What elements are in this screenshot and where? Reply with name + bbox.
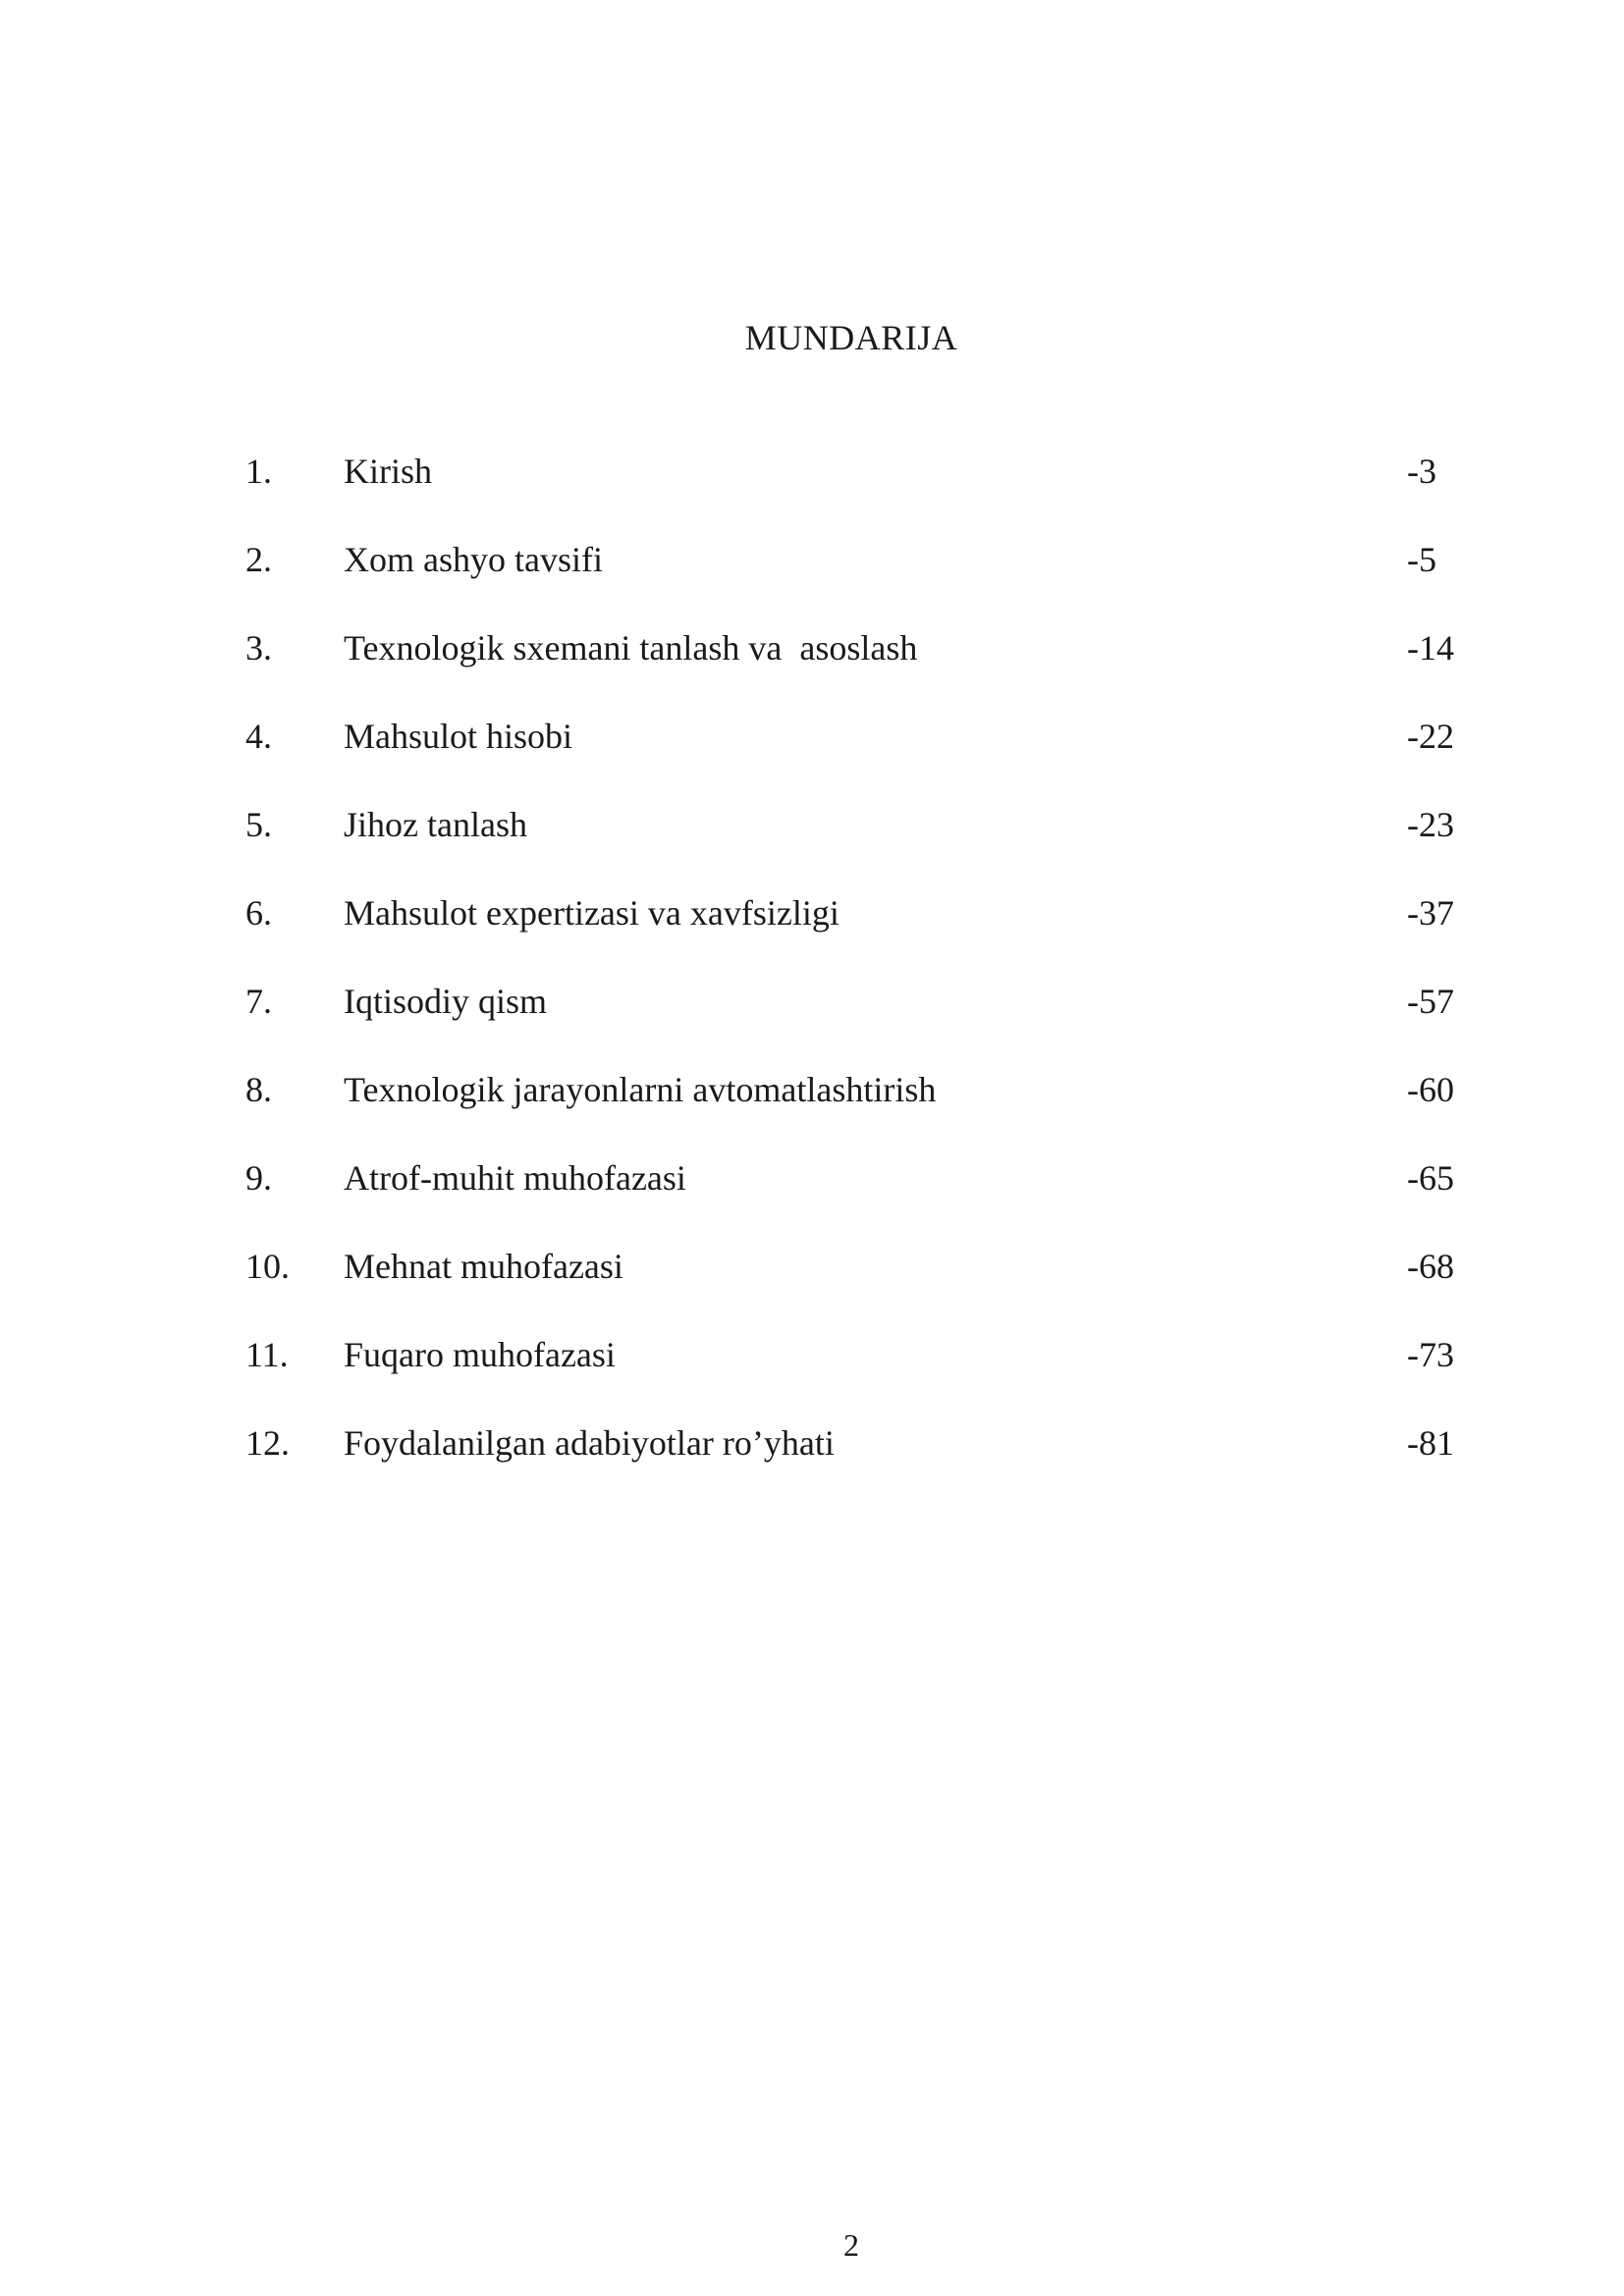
toc-item-page: -65 bbox=[1407, 1158, 1454, 1198]
toc-item-number: 6. bbox=[245, 893, 272, 933]
toc-item-label: Mahsulot hisobi bbox=[344, 717, 573, 756]
toc-item bbox=[245, 980, 1477, 1068]
toc-item-label: Fuqaro muhofazasi bbox=[344, 1335, 616, 1374]
toc-item-label: Texnologik jarayonlarni avtomatlashtirish bbox=[344, 1070, 937, 1109]
toc-item-label: Foydalanilgan adabiyotlar ro’yhati bbox=[344, 1423, 835, 1463]
toc-item-label: Xom ashyo tavsifi bbox=[344, 540, 603, 579]
toc-item-number: 1. bbox=[245, 452, 272, 491]
toc-item bbox=[245, 891, 1477, 980]
page-title: MUNDARIJA bbox=[744, 318, 958, 357]
toc-item-page: -81 bbox=[1407, 1423, 1454, 1463]
toc-item-number: 3. bbox=[245, 628, 272, 667]
toc-item-label: Mehnat muhofazasi bbox=[344, 1247, 623, 1286]
toc-item-number: 4. bbox=[245, 717, 272, 756]
toc-item-page: -23 bbox=[1407, 805, 1454, 844]
toc-item-page: -60 bbox=[1407, 1070, 1454, 1109]
toc-item-label: Texnologik sxemani tanlash va asoslash bbox=[344, 628, 918, 667]
page-number: 2 bbox=[843, 2227, 859, 2263]
toc-item-label: Iqtisodiy qism bbox=[344, 982, 548, 1021]
toc-item-page: -37 bbox=[1407, 893, 1454, 933]
toc-item bbox=[245, 1333, 1477, 1421]
toc-item-number: 10. bbox=[245, 1247, 290, 1286]
table-of-contents bbox=[245, 450, 1477, 1510]
toc-item bbox=[245, 715, 1477, 803]
toc-item bbox=[245, 450, 1477, 538]
toc-item-number: 8. bbox=[245, 1070, 272, 1109]
toc-item-number: 11. bbox=[245, 1335, 289, 1374]
toc-item bbox=[245, 1156, 1477, 1245]
toc-item bbox=[245, 626, 1477, 715]
toc-item-number: 12. bbox=[245, 1423, 290, 1463]
toc-item bbox=[245, 803, 1477, 891]
toc-item-label: Atrof-muhit muhofazasi bbox=[344, 1158, 686, 1198]
toc-item-page: -5 bbox=[1407, 540, 1436, 579]
toc-item-page: -3 bbox=[1407, 452, 1436, 491]
toc-item-number: 7. bbox=[245, 982, 272, 1021]
toc-item-label: Jihoz tanlash bbox=[344, 805, 527, 844]
toc-item-page: -73 bbox=[1407, 1335, 1454, 1374]
toc-item-page: -14 bbox=[1407, 628, 1454, 667]
toc-item-number: 2. bbox=[245, 540, 272, 579]
toc-item bbox=[245, 1421, 1477, 1510]
toc-item-number: 5. bbox=[245, 805, 272, 844]
toc-item-page: -22 bbox=[1407, 717, 1454, 756]
toc-item-number: 9. bbox=[245, 1158, 272, 1198]
toc-item bbox=[245, 538, 1477, 626]
toc-item bbox=[245, 1068, 1477, 1156]
toc-item bbox=[245, 1245, 1477, 1333]
toc-item-label: Mahsulot expertizasi va xavfsizligi bbox=[344, 893, 839, 933]
toc-item-page: -68 bbox=[1407, 1247, 1454, 1286]
toc-item-page: -57 bbox=[1407, 982, 1454, 1021]
toc-item-label: Kirish bbox=[344, 452, 432, 491]
